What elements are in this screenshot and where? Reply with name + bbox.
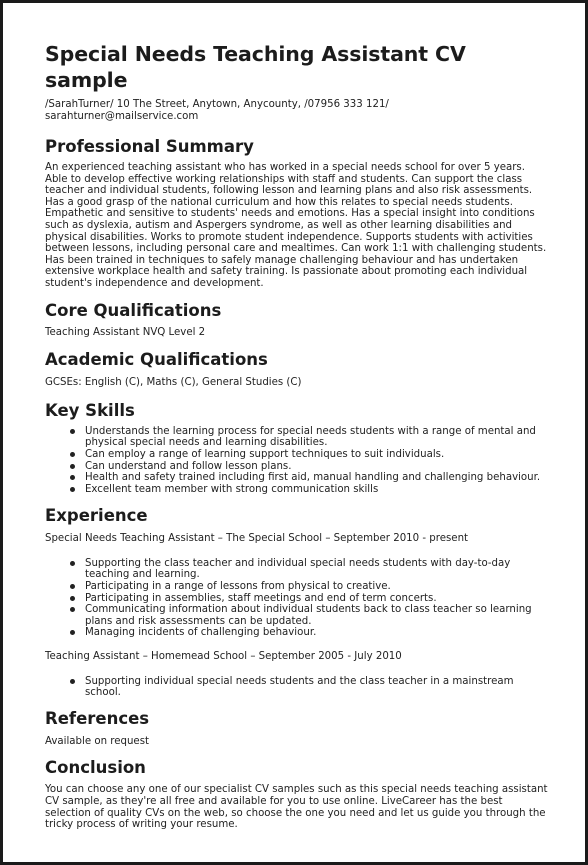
list-item-text: Understands the learning process for special needs students with a range of mental and physical special needs and learning disabilities. [85,425,536,449]
bullet-icon [70,584,75,589]
professional-summary-text: An experienced teaching assistant who has worked in a special needs school for over 5 years. Able to develop effective working relationships with staff and students. Can support the class teacher and individual students, following lesson and learning plans and also risk assessments. Has a good grasp of the national curriculum and how this relates to special needs students. Empathetic and sensitive to students' needs and emotions. Has a special insight into conditions such as dyslexia, autism and Aspergers syndrome, as well as other learning disabilities and physical disabilities. Works to promote student independence. Supports students with activities between lessons, including personal care and mealtimes. Can work 1:1 with challenging students. Has been trained in techniques to safely manage challenging behaviour and has undertaken extensive workplace health and safety training. Is passionate about promoting each individual student's independence and development. [45,162,547,289]
list-item-text: Managing incidents of challenging behaviour. [85,627,317,639]
list-item-text: Can employ a range of learning support techniques to suit individuals. [85,448,445,460]
section-heading-key-skills: Key Skills [45,400,135,420]
bullet-icon [70,464,75,469]
list-item-text: Health and safety trained including first aid, manual handling and challenging behaviour. [85,472,541,484]
list-item [45,558,550,581]
bullet-icon [70,679,75,684]
section-heading-references: References [45,708,150,728]
list-item [45,449,550,461]
contact-email[interactable]: sarahturner@mailservice.com [45,111,199,122]
bullet-icon [70,429,75,434]
section-heading-academic-qualifications: Academic Qualifications [45,350,268,370]
contact-address-line: /SarahTurner/ 10 The Street, Anytown, Anycounty, /07956 333 121/ [45,99,389,110]
list-item-text: Excellent team member with strong communication skills [85,483,379,495]
job-title: Special Needs Teaching Assistant – The Special School – September 2010 - present [45,533,469,545]
list-item [45,627,550,639]
list-item [45,461,550,473]
references-text: Available on request [45,735,150,747]
section-experience [45,506,550,699]
cv-content [45,41,550,831]
section-heading-experience: Experience [45,506,148,526]
section-professional-summary [45,137,550,290]
job-duties-list [45,558,550,639]
job-title: Teaching Assistant – Homemead School – September 2005 - July 2010 [45,651,402,663]
list-item-text: Communicating information about individual students back to class teacher so learning plans and risk assessments can be updated. [85,604,532,627]
bullet-icon [70,607,75,612]
section-conclusion [45,758,550,830]
list-item [45,593,550,605]
bullet-icon [70,630,75,635]
list-item [45,604,550,627]
contact-details [45,99,550,123]
list-item [45,426,550,449]
job-duties-list [45,676,550,699]
core-qualifications-text: Teaching Assistant NVQ Level 2 [45,326,206,338]
section-academic-qualifications [45,350,550,389]
section-heading-core-qualifications: Core Qualifications [45,300,222,320]
section-references [45,709,550,748]
list-item [45,676,550,699]
section-core-qualifications [45,301,550,339]
key-skills-list [45,426,550,496]
list-item [45,472,550,484]
list-item-text: Supporting the class teacher and individual special needs students with day-to-day teaching and learning. [85,557,511,581]
bullet-icon [70,452,75,457]
page-title: Special Needs Teaching Assistant CV sample [45,42,466,92]
academic-qualifications-text: GCSEs: English (C), Maths (C), General Studies (C) [45,377,302,389]
section-heading-professional-summary: Professional Summary [45,137,254,156]
bullet-icon [70,561,75,566]
list-item-text: Participating in a range of lessons from physical to creative. [85,581,391,593]
section-heading-conclusion: Conclusion [45,758,146,778]
section-key-skills [45,401,550,496]
list-item-text: Can understand and follow lesson plans. [85,460,292,472]
conclusion-text: You can choose any one of our specialist CV samples such as this special needs teaching assistant CV sample, as they're all free and available for you to use online. LiveCareer has the best selection of quality CVs on the web, so choose the one you need and let us guide you through the tricky process of writing your resume. [45,784,548,831]
bullet-icon [70,487,75,492]
list-item [45,581,550,593]
list-item-text: Participating in assemblies, staff meetings and end of term concerts. [85,592,437,604]
list-item-text: Supporting individual special needs students and the class teacher in a mainstream school. [85,675,514,699]
list-item [45,484,550,496]
bullet-icon [70,596,75,601]
bullet-icon [70,475,75,480]
